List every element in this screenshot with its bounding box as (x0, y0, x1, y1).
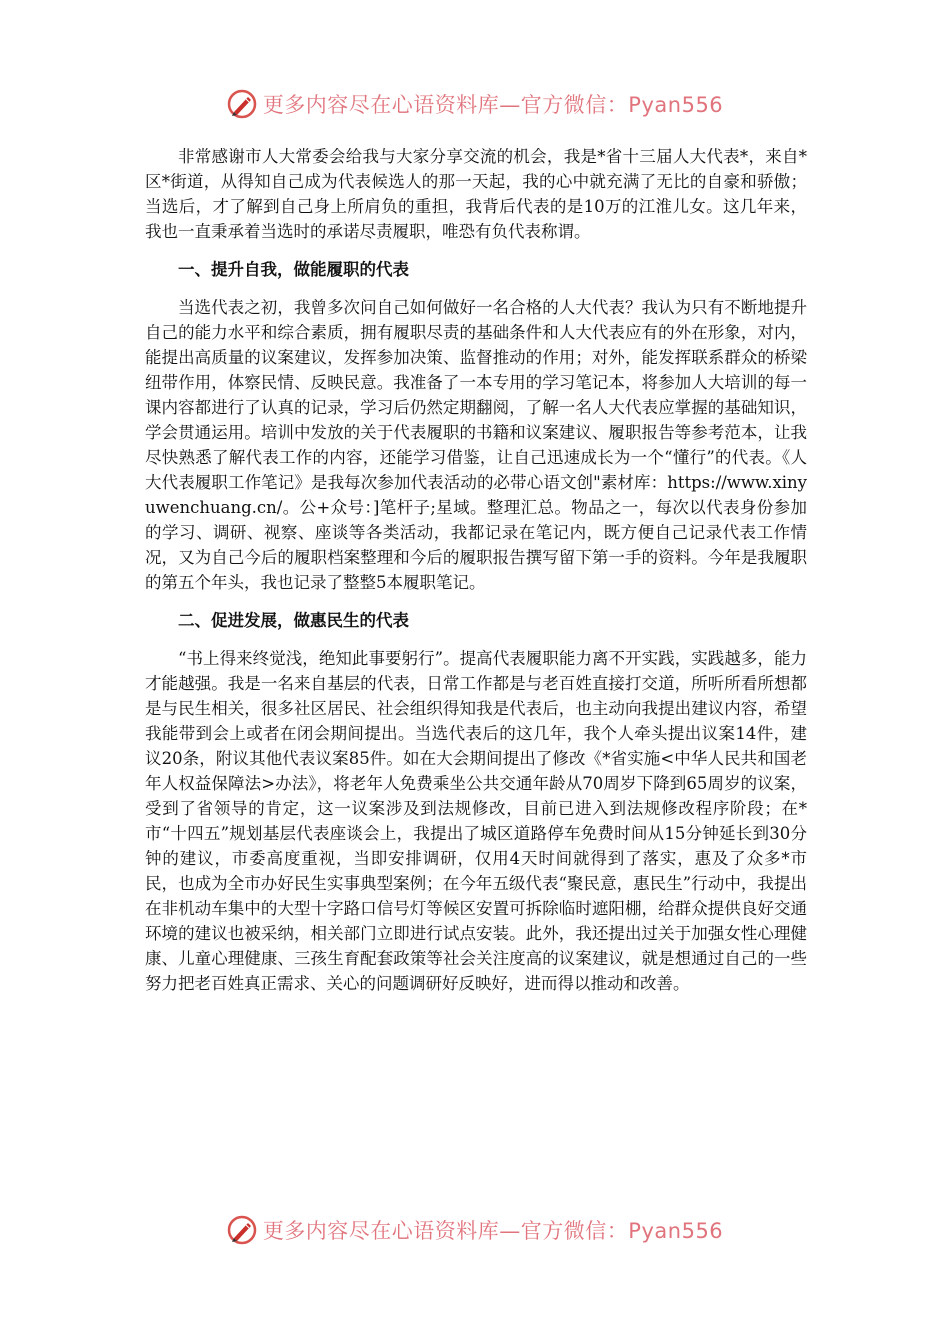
intro-paragraph: 非常感谢市人大常委会给我与大家分享交流的机会，我是*省十三届人大代表*，来自*区*街道，从得知自己成为代表候选人的那一天起，我的心中就充满了无比的自豪和骄傲；当选后，才了解到自己身上所肩负的重担，我背后代表的是10万的江淮儿女。这几年来，我也一直秉承着当选时的承诺尽责履职，唯恐有负代表称谓。 (145, 147, 807, 241)
banner-text: 更多内容尽在心语资料库—官方微信：Pyan556 (262, 1219, 724, 1243)
section-heading-1: 一、提升自我，做能履职的代表 (178, 260, 409, 279)
header-banner (0, 84, 950, 124)
footer-banner (0, 1210, 950, 1250)
pen-logo-icon (227, 1215, 257, 1245)
banner-text: 更多内容尽在心语资料库—官方微信：Pyan556 (262, 93, 724, 117)
section-1-paragraph: 当选代表之初，我曾多次问自己如何做好一名合格的人大代表？我认为只有不断地提升自己的能力水平和综合素质，拥有履职尽责的基础条件和人大代表应有的外在形象，对内，能提出高质量的议案建议，发挥参加决策、监督推动的作用；对外，能发挥联系群众的桥梁纽带作用，体察民情、反映民意。我准备了一本专用的学习笔记本，将参加人大培训的每一课内容都进行了认真的记录，学习后仍然定期翻阅，了解一名人大代表应掌握的基础知识，学会贯通运用。培训中发放的关于代表履职的书籍和议案建议、履职报告等参考范本，让我尽快熟悉了解代表工作的内容，还能学习借鉴，让自己迅速成长为一个“懂行”的代表。《人大代表履职工作笔记》是我每次参加代表活动的必带心语文创"素材库：https://www.xinyuwenchuang.cn/。公+众号：]笔杆子;星域。整理汇总。物品之一，每次以代表身份参加的学习、调研、视察、座谈等各类活动，我都记录在笔记内，既方便自己记录代表工作情况，又为自己今后的履职档案整理和今后的履职报告撰写留下第一手的资料。今年是我履职的第五个年头，我也记录了整整5本履职笔记。 (145, 298, 807, 592)
pen-logo-icon (227, 89, 257, 119)
section-2-paragraph: “书上得来终觉浅，绝知此事要躬行”。提高代表履职能力离不开实践，实践越多，能力才能越强。我是一名来自基层的代表，日常工作都是与老百姓直接打交道，所听所看所想都是与民生相关，很多社区居民、社会组织得知我是代表后，也主动向我提出建议内容，希望我能带到会上或者在闭会期间提出。当选代表后的这几年，我个人牵头提出议案14件，建议20条，附议其他代表议案85件。如在大会期间提出了修改《*省实施<中华人民共和国老年人权益保障法>办法》，将老年人免费乘坐公共交通年龄从70周岁下降到65周岁的议案，受到了省领导的肯定，这一议案涉及到法规修改，目前已进入到法规修改程序阶段；在*市“十四五”规划基层代表座谈会上，我提出了城区道路停车免费时间从15分钟延长到30分钟的建议，市委高度重视，当即安排调研，仅用4天时间就得到了落实，惠及了众多*市民，也成为全市办好民生实事典型案例；在今年五级代表“聚民意，惠民生”行动中，我提出在非机动车集中的大型十字路口信号灯等候区安置可拆除临时遮阳棚，给群众提供良好交通环境的建议也被采纳，相关部门立即进行试点安装。此外，我还提出过关于加强女性心理健康、儿童心理健康、三孩生育配套政策等社会关注度高的议案建议，就是想通过自己的一些努力把老百姓真正需求、关心的问题调研好反映好，进而得以推动和改善。 (145, 649, 807, 993)
section-heading-2: 二、促进发展，做惠民生的代表 (178, 611, 409, 630)
document-body (145, 144, 807, 996)
